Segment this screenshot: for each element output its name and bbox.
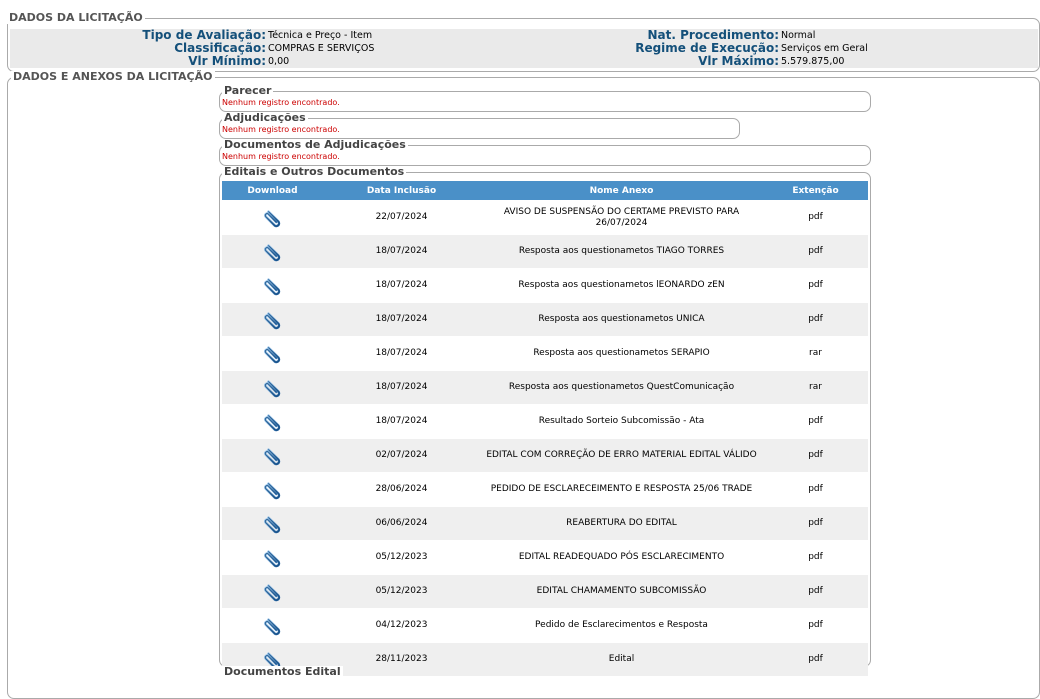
extencao-cell: pdf bbox=[763, 575, 868, 609]
adjudicacoes-title: Adjudicações bbox=[224, 111, 306, 124]
licitacao-title: DADOS DA LICITAÇÃO bbox=[9, 11, 143, 24]
nome-anexo-cell: Resposta aos questionametos SERAPIO bbox=[480, 337, 763, 371]
paperclip-icon[interactable] bbox=[262, 445, 284, 467]
data-inclusao-cell: 28/11/2023 bbox=[323, 643, 480, 677]
nat-procedimento-value: Normal bbox=[781, 30, 816, 41]
data-inclusao-cell: 22/07/2024 bbox=[323, 201, 480, 235]
download-cell bbox=[222, 371, 323, 405]
documentos-edital-title: Documentos Edital bbox=[224, 665, 341, 678]
column-header-data-inclusao[interactable]: Data Inclusão bbox=[323, 181, 480, 201]
data-inclusao-cell: 05/12/2023 bbox=[323, 575, 480, 609]
data-inclusao-cell: 06/06/2024 bbox=[323, 507, 480, 541]
table-row bbox=[222, 507, 868, 541]
vlr-minimo-value: 0,00 bbox=[268, 56, 290, 67]
regime-execucao-value: Serviços em Geral bbox=[781, 43, 868, 54]
data-inclusao-cell: 18/07/2024 bbox=[323, 235, 480, 269]
paperclip-icon[interactable] bbox=[262, 581, 284, 603]
extencao-cell: pdf bbox=[763, 439, 868, 473]
download-cell bbox=[222, 507, 323, 541]
table-row bbox=[222, 303, 868, 337]
info-row-3 bbox=[10, 55, 1038, 68]
anexos-title: DADOS E ANEXOS DA LICITAÇÃO bbox=[13, 70, 213, 83]
extencao-cell: pdf bbox=[763, 235, 868, 269]
data-inclusao-cell: 04/12/2023 bbox=[323, 609, 480, 643]
table-row bbox=[222, 541, 868, 575]
nome-anexo-cell: REABERTURA DO EDITAL bbox=[480, 507, 763, 541]
download-cell bbox=[222, 473, 323, 507]
nome-anexo-cell: EDITAL READEQUADO PÓS ESCLARECIMENTO bbox=[480, 541, 763, 575]
extencao-cell: pdf bbox=[763, 643, 868, 677]
documentos-adjudicacoes-empty-message: Nenhum registro encontrado. bbox=[222, 152, 340, 161]
download-cell bbox=[222, 337, 323, 371]
column-header-extencao[interactable]: Extenção bbox=[763, 181, 868, 201]
nome-anexo-cell: Resposta aos questionametos TIAGO TORRES bbox=[480, 235, 763, 269]
table-row bbox=[222, 337, 868, 371]
data-inclusao-cell: 18/07/2024 bbox=[323, 405, 480, 439]
extencao-cell: pdf bbox=[763, 405, 868, 439]
paperclip-icon[interactable] bbox=[262, 479, 284, 501]
paperclip-icon[interactable] bbox=[262, 241, 284, 263]
column-header-nome-anexo[interactable]: Nome Anexo bbox=[480, 181, 763, 201]
info-row-1 bbox=[10, 29, 1038, 42]
data-inclusao-cell: 18/07/2024 bbox=[323, 303, 480, 337]
nome-anexo-cell: Resposta aos questionametos QuestComunicação bbox=[480, 371, 763, 405]
regime-execucao-label: Regime de Execução: bbox=[635, 41, 779, 55]
vlr-maximo-value: 5.579.875,00 bbox=[781, 56, 845, 67]
paperclip-icon[interactable] bbox=[262, 207, 284, 229]
nome-anexo-cell: EDITAL COM CORREÇÃO DE ERRO MATERIAL EDITAL VÁLIDO bbox=[480, 439, 763, 473]
extencao-cell: pdf bbox=[763, 609, 868, 643]
paperclip-icon[interactable] bbox=[262, 309, 284, 331]
editais-title: Editais e Outros Documentos bbox=[224, 165, 405, 178]
extencao-cell: pdf bbox=[763, 541, 868, 575]
classificacao-label: Classificação: bbox=[174, 41, 266, 55]
table-row bbox=[222, 405, 868, 439]
paperclip-icon[interactable] bbox=[262, 377, 284, 399]
adjudicacoes-empty-message: Nenhum registro encontrado. bbox=[222, 125, 340, 134]
nat-procedimento-label: Nat. Procedimento: bbox=[647, 28, 779, 42]
download-cell bbox=[222, 609, 323, 643]
download-cell bbox=[222, 269, 323, 303]
extencao-cell: rar bbox=[763, 371, 868, 405]
table-row bbox=[222, 201, 868, 235]
vlr-maximo-label: Vlr Máximo: bbox=[698, 54, 779, 68]
vlr-minimo-label: Vlr Mínimo: bbox=[188, 54, 266, 68]
table-row bbox=[222, 371, 868, 405]
table-row bbox=[222, 609, 868, 643]
download-cell bbox=[222, 541, 323, 575]
nome-anexo-cell: Resposta aos questionametos UNICA bbox=[480, 303, 763, 337]
column-header-download[interactable]: Download bbox=[222, 181, 323, 201]
data-inclusao-cell: 18/07/2024 bbox=[323, 371, 480, 405]
extencao-cell: rar bbox=[763, 337, 868, 371]
extencao-cell: pdf bbox=[763, 303, 868, 337]
paperclip-icon[interactable] bbox=[262, 411, 284, 433]
data-inclusao-cell: 05/12/2023 bbox=[323, 541, 480, 575]
editais-table bbox=[222, 181, 868, 676]
nome-anexo-cell: Pedido de Esclarecimentos e Resposta bbox=[480, 609, 763, 643]
data-inclusao-cell: 28/06/2024 bbox=[323, 473, 480, 507]
table-row bbox=[222, 473, 868, 507]
download-cell bbox=[222, 303, 323, 337]
data-inclusao-cell: 18/07/2024 bbox=[323, 269, 480, 303]
parecer-empty-message: Nenhum registro encontrado. bbox=[222, 98, 340, 107]
extencao-cell: pdf bbox=[763, 269, 868, 303]
tipo-avaliacao-value: Técnica e Preço - Item bbox=[268, 30, 373, 41]
table-row bbox=[222, 235, 868, 269]
parecer-title: Parecer bbox=[224, 84, 272, 97]
download-cell bbox=[222, 235, 323, 269]
download-cell bbox=[222, 439, 323, 473]
download-cell bbox=[222, 201, 323, 235]
paperclip-icon[interactable] bbox=[262, 615, 284, 637]
data-inclusao-cell: 18/07/2024 bbox=[323, 337, 480, 371]
tipo-avaliacao-label: Tipo de Avaliação: bbox=[142, 28, 266, 42]
nome-anexo-cell: PEDIDO DE ESCLARECEIMENTO E RESPOSTA 25/06 TRADE bbox=[480, 473, 763, 507]
nome-anexo-cell: EDITAL CHAMAMENTO SUBCOMISSÃO bbox=[480, 575, 763, 609]
nome-anexo-cell: Edital bbox=[480, 643, 763, 677]
extencao-cell: pdf bbox=[763, 507, 868, 541]
paperclip-icon[interactable] bbox=[262, 513, 284, 535]
paperclip-icon[interactable] bbox=[262, 343, 284, 365]
extencao-cell: pdf bbox=[763, 473, 868, 507]
nome-anexo-cell: Resultado Sorteio Subcomissão - Ata bbox=[480, 405, 763, 439]
download-cell bbox=[222, 405, 323, 439]
extencao-cell: pdf bbox=[763, 201, 868, 235]
download-cell bbox=[222, 575, 323, 609]
nome-anexo-cell: Resposta aos questionametos lEONARDO zEN bbox=[480, 269, 763, 303]
paperclip-icon[interactable] bbox=[262, 275, 284, 297]
documentos-adjudicacoes-title: Documentos de Adjudicações bbox=[224, 138, 406, 151]
data-inclusao-cell: 02/07/2024 bbox=[323, 439, 480, 473]
table-row bbox=[222, 269, 868, 303]
table-row bbox=[222, 575, 868, 609]
classificacao-value: COMPRAS E SERVIÇOS bbox=[268, 43, 375, 54]
paperclip-icon[interactable] bbox=[262, 547, 284, 569]
info-row-2 bbox=[10, 42, 1038, 55]
table-header-row bbox=[222, 181, 868, 201]
table-row bbox=[222, 439, 868, 473]
nome-anexo-cell: AVISO DE SUSPENSÃO DO CERTAME PREVISTO PARA 26/07/2024 bbox=[480, 201, 763, 235]
